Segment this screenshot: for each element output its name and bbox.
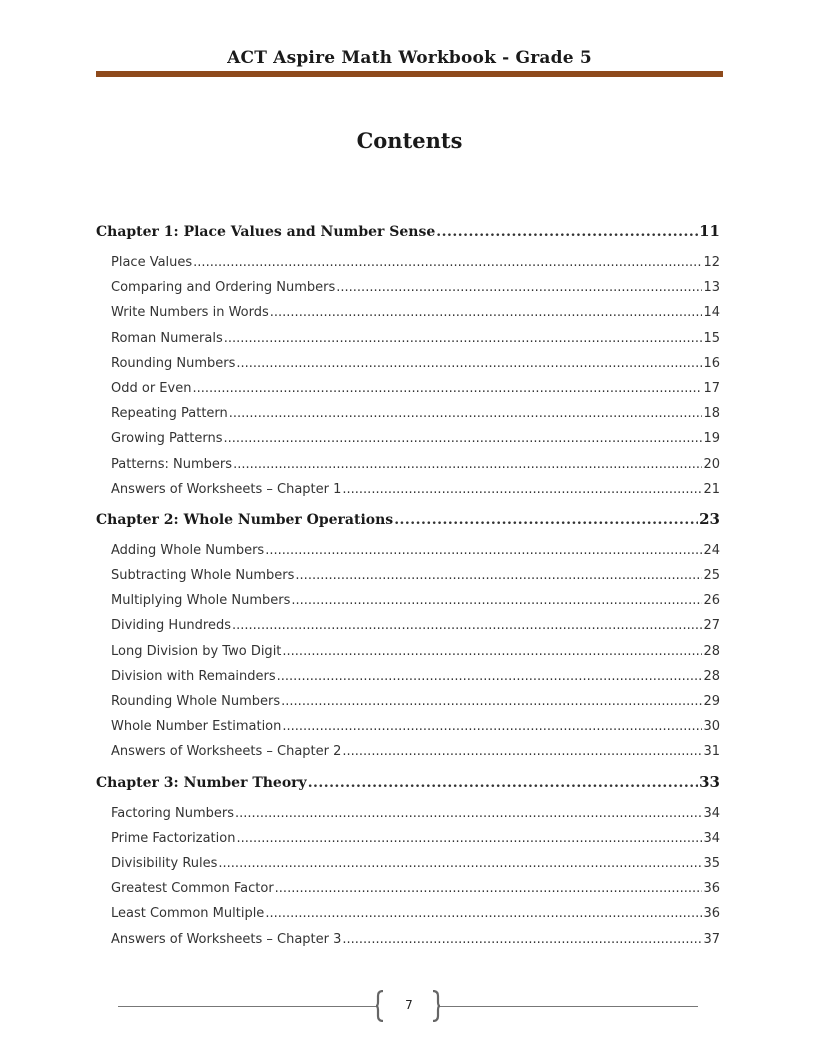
dot-leader [233,452,702,477]
dot-leader [342,477,702,502]
entry-title: Answers of Worksheets – Chapter 2 [111,744,342,760]
entry-page-number: 34 [703,830,720,846]
toc-entry[interactable] [96,563,720,588]
entry-page-number: 14 [703,305,720,321]
entry-page-number: 15 [703,330,720,346]
toc-entry[interactable] [96,901,720,926]
dot-leader [229,401,703,426]
toc-entry[interactable] [96,927,720,952]
dot-leader [291,588,702,613]
entry-title: Factoring Numbers [111,805,235,821]
dot-leader [282,714,702,739]
entry-page-number: 24 [703,542,720,558]
entry-title: Answers of Worksheets – Chapter 3 [111,931,342,947]
entry-title: Division with Remainders [111,668,276,684]
entry-title: Odd or Even [111,380,192,396]
entry-page-number: 16 [703,355,720,371]
entry-title: Multiplying Whole Numbers [111,593,291,609]
toc-entry[interactable] [96,275,720,300]
entry-page-number: 28 [703,668,720,684]
dot-leader [235,801,702,826]
dot-leader [282,639,702,664]
toc-entry[interactable] [96,664,720,689]
dot-leader [436,215,698,249]
toc-entry[interactable] [96,739,720,764]
entry-title: Subtracting Whole Numbers [111,568,295,584]
toc-entry[interactable] [96,351,720,376]
dot-leader [236,351,702,376]
page-title: Contents [356,128,463,153]
dot-leader [224,326,703,351]
dot-leader [265,901,702,926]
toc-entry[interactable] [96,300,720,325]
toc-chapter-1[interactable] [96,214,720,248]
entry-title: Dividing Hundreds [111,618,232,634]
entry-title: Repeating Pattern [111,406,228,422]
toc-entry[interactable] [96,401,720,426]
chapter-title: Chapter 2: Whole Number Operations [96,511,394,528]
entry-title: Rounding Whole Numbers [111,694,281,709]
entry-page-number: 29 [703,694,720,709]
dot-leader [308,766,698,800]
dot-leader [224,426,703,451]
toc-entry[interactable] [96,613,720,638]
entry-page-number: 28 [703,643,720,659]
dot-leader [218,851,702,876]
entry-page-number: 36 [703,881,720,897]
dot-leader [394,503,698,537]
entry-title: Patterns: Numbers [111,456,233,472]
entry-title: Write Numbers in Words [111,305,269,321]
footer-rule-left [118,1006,376,1007]
toc-entry[interactable] [96,326,720,351]
toc-chapter-2[interactable] [96,502,720,536]
dot-leader [342,739,702,764]
entry-title: Prime Factorization [111,830,236,846]
toc-entry[interactable] [96,426,720,451]
entry-title: Adding Whole Numbers [111,542,265,558]
toc-entry[interactable] [96,452,720,477]
toc-entry[interactable] [96,876,720,901]
entry-title: Place Values [111,255,193,270]
dot-leader [336,275,702,300]
dot-leader [192,376,702,401]
toc-entry[interactable] [96,689,720,714]
entry-page-number: 21 [703,481,720,497]
dot-leader [295,563,702,588]
entry-title: Whole Number Estimation [111,719,282,735]
entry-title: Greatest Common Factor [111,881,274,897]
toc-entry[interactable] [96,376,720,401]
toc-entry[interactable] [96,826,720,851]
footer-rule-right [440,1006,698,1007]
entry-page-number: 17 [703,380,720,396]
entry-page-number: 19 [703,431,720,447]
dot-leader [342,927,702,952]
entry-page-number: 26 [703,593,720,609]
dot-leader [275,876,703,901]
entry-page-number: 18 [703,406,720,422]
dot-leader [232,613,702,638]
table-of-contents [96,214,720,952]
footer-right-brace-icon [432,990,440,1022]
footer-left-brace-icon [376,990,384,1022]
entry-page-number: 34 [703,805,720,821]
chapter-title: Chapter 1: Place Values and Number Sense [96,224,436,240]
entry-page-number: 13 [703,280,720,296]
toc-entry[interactable] [96,588,720,613]
toc-entry[interactable] [96,851,720,876]
entry-page-number: 25 [703,568,720,584]
dot-leader [265,538,702,563]
chapter-title: Chapter 3: Number Theory [96,774,307,791]
running-header: ACT Aspire Math Workbook - Grade 5 [227,48,592,68]
entry-title: Answers of Worksheets – Chapter 1 [111,481,342,497]
toc-chapter-3[interactable] [96,765,720,799]
toc-entry[interactable] [96,538,720,563]
toc-entry[interactable] [96,714,720,739]
dot-leader [270,300,703,325]
entry-title: Comparing and Ordering Numbers [111,280,336,296]
entry-page-number: 20 [703,456,720,472]
chapter-page-number: 23 [699,509,720,528]
toc-entry[interactable] [96,801,720,826]
entry-title: Least Common Multiple [111,906,265,922]
dot-leader [281,689,702,714]
toc-entry[interactable] [96,477,720,502]
dot-leader [236,826,702,851]
entry-title: Rounding Numbers [111,355,236,371]
entry-title: Roman Numerals [111,330,223,346]
entry-title: Divisibility Rules [111,855,218,871]
dot-leader [193,250,702,275]
toc-entry[interactable] [96,250,720,275]
toc-entry[interactable] [96,639,720,664]
entry-page-number: 36 [703,906,720,922]
dot-leader [277,664,703,689]
entry-title: Growing Patterns [111,431,223,447]
entry-title: Long Division by Two Digit [111,643,282,659]
entry-page-number: 31 [703,744,720,760]
entry-page-number: 37 [703,931,720,947]
chapter-page-number: 11 [699,222,720,240]
page-number: 7 [405,998,413,1012]
entry-page-number: 35 [703,855,720,871]
entry-page-number: 30 [703,719,720,735]
entry-page-number: 27 [703,618,720,634]
entry-page-number: 12 [703,255,720,270]
chapter-page-number: 33 [699,772,720,791]
header-rule [96,71,723,77]
